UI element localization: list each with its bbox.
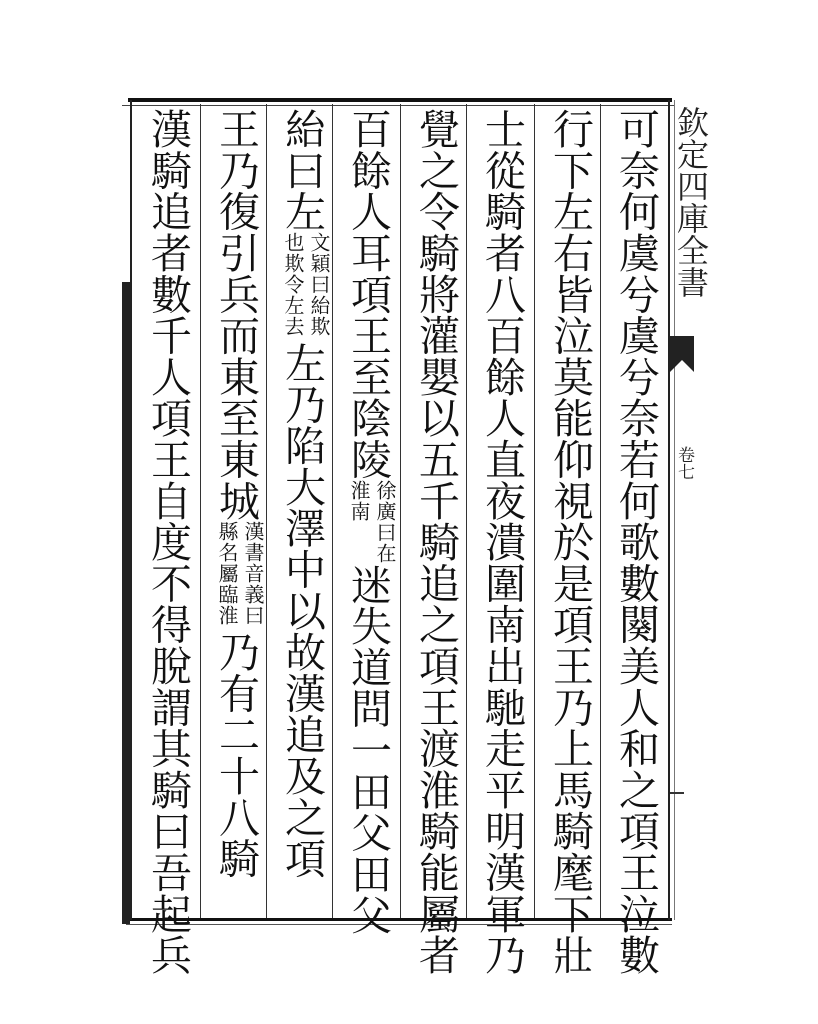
column-text: 覺之令騎將灌嬰以五千騎追之項王渡淮騎能屬者 [412, 108, 460, 976]
column-divider [534, 104, 535, 918]
column-divider [600, 104, 601, 918]
top-border-inner [122, 105, 674, 106]
text-column-2 [540, 108, 600, 976]
text-column-4 [406, 108, 466, 976]
text-column-5 [338, 108, 398, 936]
annotation-note: 漢書音義曰縣名屬臨淮 [215, 521, 265, 626]
column-divider [266, 104, 267, 918]
column-text: 紿曰左 [278, 108, 326, 232]
column-text: 王乃復引兵而東至東城 [212, 108, 260, 521]
column-divider [200, 104, 201, 918]
column-text: 漢騎追者數千人項王自度不得脫謂其騎曰吾起兵 [144, 108, 192, 976]
text-column-8 [138, 108, 198, 976]
annotation-note: 文穎曰紿欺也欺令左去 [281, 231, 331, 337]
column-divider [332, 104, 333, 918]
column-text: 士從騎者八百餘人直夜潰圍南出馳走平明漢軍乃 [478, 108, 526, 976]
column-text: 行下左右皆泣莫能仰視於是項王乃上馬騎麾下壯 [546, 108, 594, 976]
column-text: 左乃陷大澤中以故漢追及之項 [278, 341, 326, 879]
edge-tick [670, 792, 684, 794]
text-column-7 [206, 108, 266, 916]
text-column-3 [472, 108, 532, 976]
top-border [128, 98, 672, 102]
book-title: 欽定四庫全書 [672, 106, 710, 298]
volume-label: 卷七 [674, 446, 694, 480]
annotation-note: 徐廣曰在淮南 [347, 479, 397, 564]
right-border [668, 100, 670, 920]
text-column-6 [272, 108, 332, 916]
column-divider [400, 104, 401, 918]
fish-tail-mark-icon [668, 332, 696, 376]
column-text: 迷失道問一田父田父 [344, 563, 392, 936]
column-text: 乃有二十八騎 [212, 631, 260, 879]
column-text: 百餘人耳項王至陰陵 [344, 108, 392, 480]
column-divider [466, 104, 467, 918]
left-border [130, 100, 132, 920]
left-edge-shadow [122, 282, 130, 924]
column-text: 可奈何虞兮虞兮奈若何歌數闋美人和之項王泣數 [612, 108, 660, 976]
text-column-1 [606, 108, 666, 976]
